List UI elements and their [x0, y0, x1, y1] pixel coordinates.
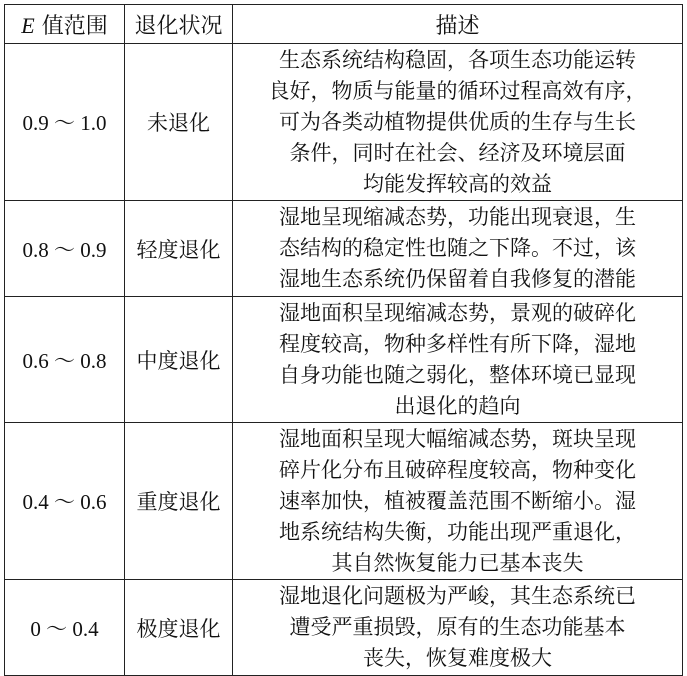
table-row: [5, 44, 683, 201]
description-cell: [233, 44, 683, 201]
description-line: 碎片化分布且破碎程度较高，物种变化: [279, 457, 636, 482]
status-cell: 未退化: [125, 44, 233, 201]
description-line: 出退化的趋向: [394, 393, 521, 418]
description-cell: [233, 297, 683, 423]
description-line: 程度较高，物种多样性有所下降，湿地: [279, 331, 636, 356]
description-cell: [233, 423, 683, 580]
table-row: [5, 580, 683, 676]
table-row: [5, 297, 683, 423]
description-line: 自身功能也随之弱化，整体环境已显现: [279, 362, 636, 387]
description-line: 态结构的稳定性也随之下降。不过，该: [279, 236, 636, 260]
description-cell: [233, 201, 683, 297]
range-cell: 0.6 ～ 0.8: [5, 297, 125, 423]
description-line: 湿地面积呈现大幅缩减态势，斑块呈现: [279, 426, 636, 451]
description-line: 湿地退化问题极为严峻，其生态系统已: [279, 584, 636, 608]
description-line: 均能发挥较高的效益: [363, 171, 552, 196]
status-cell: 中度退化: [125, 297, 233, 423]
description-line: 速率加快，植被覆盖范围不断缩小。湿: [279, 488, 636, 513]
description-line: 丧失，恢复难度极大: [363, 646, 552, 670]
range-cell: 0.8 ～ 0.9: [5, 201, 125, 297]
description-cell: [233, 580, 683, 676]
header-range-variable: E: [21, 12, 35, 38]
header-status: 退化状况: [125, 5, 233, 44]
header-description: 描述: [233, 5, 683, 44]
table-header-row: [5, 5, 683, 44]
description-line: 条件，同时在社会、经济及环境层面: [289, 140, 626, 165]
range-cell: 0 ～ 0.4: [5, 580, 125, 676]
status-cell: 极度退化: [125, 580, 233, 676]
table-row: [5, 423, 683, 580]
range-cell: 0.4 ～ 0.6: [5, 423, 125, 580]
description-line: 湿地呈现缩减态势，功能出现衰退，生: [279, 205, 636, 229]
description-line: 良好，物质与能量的循环过程高效有序，: [268, 78, 647, 103]
description-line: 其自然恢复能力已基本丧失: [331, 550, 584, 575]
degradation-grade-table: [4, 4, 683, 676]
header-range-label: 值范围: [34, 13, 108, 39]
description-line: 可为各类动植物提供优质的生存与生长: [279, 109, 636, 134]
description-line: 地系统结构失衡，功能出现严重退化，: [279, 519, 636, 544]
header-range: [5, 5, 125, 44]
description-line: 湿地生态系统仍保留着自我修复的潜能: [279, 267, 636, 291]
description-line: 湿地面积呈现缩减态势，景观的破碎化: [279, 300, 636, 325]
table-row: [5, 201, 683, 297]
status-cell: 重度退化: [125, 423, 233, 580]
range-cell: 0.9 ～ 1.0: [5, 44, 125, 201]
description-line: 生态系统结构稳固，各项生态功能运转: [279, 47, 636, 72]
description-line: 遭受严重损毁，原有的生态功能基本: [289, 615, 626, 639]
status-cell: 轻度退化: [125, 201, 233, 297]
